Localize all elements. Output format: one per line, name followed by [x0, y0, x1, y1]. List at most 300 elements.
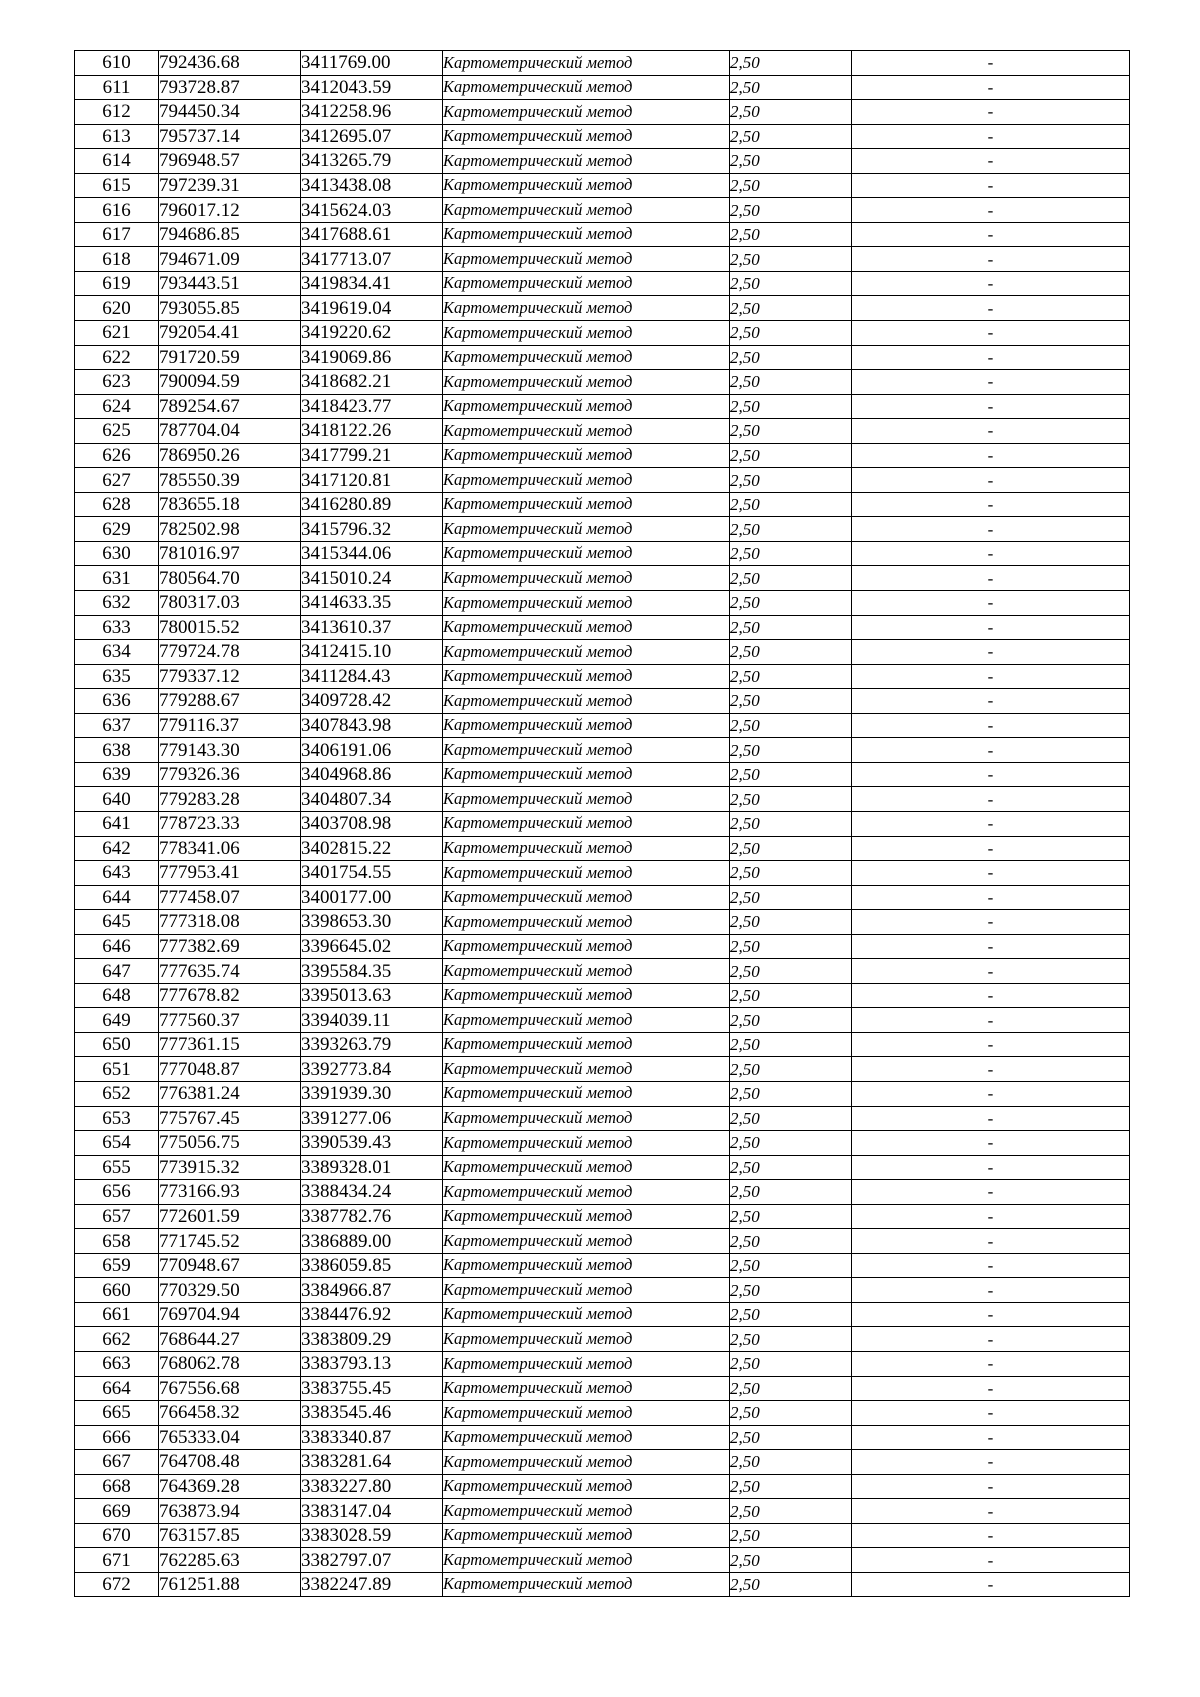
method-cell: Картометрический метод: [443, 591, 730, 616]
accuracy-cell: 2,50: [730, 836, 852, 861]
accuracy-cell: 2,50: [730, 1474, 852, 1499]
method-cell: Картометрический метод: [443, 1351, 730, 1376]
x-coordinate-cell: 778723.33: [159, 811, 301, 836]
point-number-cell: 669: [75, 1499, 159, 1524]
table-row: [75, 640, 1130, 665]
table-row: [75, 1204, 1130, 1229]
y-coordinate-cell: 3383227.80: [301, 1474, 443, 1499]
y-coordinate-cell: 3382797.07: [301, 1548, 443, 1573]
accuracy-cell: 2,50: [730, 1548, 852, 1573]
accuracy-cell: 2,50: [730, 738, 852, 763]
accuracy-cell: 2,50: [730, 1376, 852, 1401]
point-number-cell: 624: [75, 394, 159, 419]
y-coordinate-cell: 3402815.22: [301, 836, 443, 861]
accuracy-cell: 2,50: [730, 173, 852, 198]
table-row: [75, 983, 1130, 1008]
method-cell: Картометрический метод: [443, 75, 730, 100]
description-cell: -: [852, 1008, 1130, 1033]
point-number-cell: 652: [75, 1081, 159, 1106]
table-row: [75, 738, 1130, 763]
accuracy-cell: 2,50: [730, 1401, 852, 1426]
y-coordinate-cell: 3417120.81: [301, 468, 443, 493]
description-cell: -: [852, 1450, 1130, 1475]
x-coordinate-cell: 777560.37: [159, 1008, 301, 1033]
point-number-cell: 626: [75, 443, 159, 468]
table-row: [75, 247, 1130, 272]
x-coordinate-cell: 795737.14: [159, 124, 301, 149]
description-cell: -: [852, 124, 1130, 149]
y-coordinate-cell: 3398653.30: [301, 910, 443, 935]
x-coordinate-cell: 773166.93: [159, 1180, 301, 1205]
method-cell: Картометрический метод: [443, 885, 730, 910]
point-number-cell: 666: [75, 1425, 159, 1450]
point-number-cell: 648: [75, 983, 159, 1008]
point-number-cell: 614: [75, 149, 159, 174]
method-cell: Картометрический метод: [443, 1474, 730, 1499]
description-cell: -: [852, 492, 1130, 517]
accuracy-cell: 2,50: [730, 1057, 852, 1082]
accuracy-cell: 2,50: [730, 664, 852, 689]
accuracy-cell: 2,50: [730, 689, 852, 714]
method-cell: Картометрический метод: [443, 615, 730, 640]
description-cell: -: [852, 566, 1130, 591]
description-cell: -: [852, 1081, 1130, 1106]
point-number-cell: 656: [75, 1180, 159, 1205]
method-cell: Картометрический метод: [443, 983, 730, 1008]
y-coordinate-cell: 3419619.04: [301, 296, 443, 321]
point-number-cell: 663: [75, 1351, 159, 1376]
table-row: [75, 1131, 1130, 1156]
y-coordinate-cell: 3404968.86: [301, 762, 443, 787]
y-coordinate-cell: 3413438.08: [301, 173, 443, 198]
description-cell: -: [852, 983, 1130, 1008]
point-number-cell: 635: [75, 664, 159, 689]
method-cell: Картометрический метод: [443, 1180, 730, 1205]
point-number-cell: 639: [75, 762, 159, 787]
x-coordinate-cell: 781016.97: [159, 541, 301, 566]
description-cell: -: [852, 1302, 1130, 1327]
table-row: [75, 443, 1130, 468]
method-cell: Картометрический метод: [443, 1057, 730, 1082]
accuracy-cell: 2,50: [730, 811, 852, 836]
table-row: [75, 541, 1130, 566]
point-number-cell: 662: [75, 1327, 159, 1352]
y-coordinate-cell: 3384476.92: [301, 1302, 443, 1327]
y-coordinate-cell: 3383340.87: [301, 1425, 443, 1450]
point-number-cell: 647: [75, 959, 159, 984]
x-coordinate-cell: 777953.41: [159, 861, 301, 886]
y-coordinate-cell: 3413610.37: [301, 615, 443, 640]
description-cell: -: [852, 713, 1130, 738]
y-coordinate-cell: 3400177.00: [301, 885, 443, 910]
method-cell: Картометрический метод: [443, 664, 730, 689]
accuracy-cell: 2,50: [730, 615, 852, 640]
description-cell: -: [852, 1057, 1130, 1082]
table-row: [75, 198, 1130, 223]
x-coordinate-cell: 768062.78: [159, 1351, 301, 1376]
point-number-cell: 632: [75, 591, 159, 616]
table-row: [75, 1081, 1130, 1106]
y-coordinate-cell: 3417688.61: [301, 222, 443, 247]
description-cell: -: [852, 934, 1130, 959]
point-number-cell: 631: [75, 566, 159, 591]
x-coordinate-cell: 785550.39: [159, 468, 301, 493]
method-cell: Картометрический метод: [443, 811, 730, 836]
description-cell: -: [852, 1572, 1130, 1597]
y-coordinate-cell: 3415796.32: [301, 517, 443, 542]
y-coordinate-cell: 3413265.79: [301, 149, 443, 174]
description-cell: -: [852, 1474, 1130, 1499]
x-coordinate-cell: 794450.34: [159, 100, 301, 125]
point-number-cell: 643: [75, 861, 159, 886]
description-cell: -: [852, 787, 1130, 812]
coordinates-table: [74, 50, 1130, 1597]
accuracy-cell: 2,50: [730, 321, 852, 346]
method-cell: Картометрический метод: [443, 370, 730, 395]
point-number-cell: 649: [75, 1008, 159, 1033]
description-cell: -: [852, 910, 1130, 935]
x-coordinate-cell: 770948.67: [159, 1253, 301, 1278]
point-number-cell: 616: [75, 198, 159, 223]
table-row: [75, 664, 1130, 689]
x-coordinate-cell: 780015.52: [159, 615, 301, 640]
method-cell: Картометрический метод: [443, 1523, 730, 1548]
point-number-cell: 655: [75, 1155, 159, 1180]
x-coordinate-cell: 767556.68: [159, 1376, 301, 1401]
description-cell: -: [852, 296, 1130, 321]
y-coordinate-cell: 3392773.84: [301, 1057, 443, 1082]
accuracy-cell: 2,50: [730, 885, 852, 910]
method-cell: Картометрический метод: [443, 1327, 730, 1352]
table-row: [75, 222, 1130, 247]
method-cell: Картометрический метод: [443, 836, 730, 861]
method-cell: Картометрический метод: [443, 910, 730, 935]
y-coordinate-cell: 3388434.24: [301, 1180, 443, 1205]
table-row: [75, 149, 1130, 174]
y-coordinate-cell: 3412043.59: [301, 75, 443, 100]
x-coordinate-cell: 778341.06: [159, 836, 301, 861]
description-cell: -: [852, 959, 1130, 984]
point-number-cell: 610: [75, 51, 159, 76]
table-row: [75, 1351, 1130, 1376]
table-row: [75, 517, 1130, 542]
accuracy-cell: 2,50: [730, 1131, 852, 1156]
y-coordinate-cell: 3395584.35: [301, 959, 443, 984]
y-coordinate-cell: 3411769.00: [301, 51, 443, 76]
method-cell: Картометрический метод: [443, 1081, 730, 1106]
y-coordinate-cell: 3415010.24: [301, 566, 443, 591]
table-row: [75, 689, 1130, 714]
x-coordinate-cell: 779143.30: [159, 738, 301, 763]
accuracy-cell: 2,50: [730, 934, 852, 959]
point-number-cell: 613: [75, 124, 159, 149]
point-number-cell: 618: [75, 247, 159, 272]
method-cell: Картометрический метод: [443, 1204, 730, 1229]
table-row: [75, 394, 1130, 419]
table-row: [75, 1499, 1130, 1524]
table-row: [75, 1032, 1130, 1057]
accuracy-cell: 2,50: [730, 1278, 852, 1303]
description-cell: -: [852, 1204, 1130, 1229]
table-row: [75, 370, 1130, 395]
coordinates-table-body: [75, 51, 1130, 1597]
description-cell: -: [852, 1229, 1130, 1254]
point-number-cell: 628: [75, 492, 159, 517]
accuracy-cell: 2,50: [730, 1008, 852, 1033]
accuracy-cell: 2,50: [730, 762, 852, 787]
table-row: [75, 296, 1130, 321]
y-coordinate-cell: 3383281.64: [301, 1450, 443, 1475]
accuracy-cell: 2,50: [730, 1327, 852, 1352]
x-coordinate-cell: 777458.07: [159, 885, 301, 910]
x-coordinate-cell: 772601.59: [159, 1204, 301, 1229]
x-coordinate-cell: 779724.78: [159, 640, 301, 665]
point-number-cell: 638: [75, 738, 159, 763]
y-coordinate-cell: 3382247.89: [301, 1572, 443, 1597]
x-coordinate-cell: 794686.85: [159, 222, 301, 247]
x-coordinate-cell: 766458.32: [159, 1401, 301, 1426]
y-coordinate-cell: 3403708.98: [301, 811, 443, 836]
description-cell: -: [852, 271, 1130, 296]
description-cell: -: [852, 1376, 1130, 1401]
point-number-cell: 634: [75, 640, 159, 665]
point-number-cell: 621: [75, 321, 159, 346]
method-cell: Картометрический метод: [443, 1401, 730, 1426]
y-coordinate-cell: 3383545.46: [301, 1401, 443, 1426]
x-coordinate-cell: 782502.98: [159, 517, 301, 542]
accuracy-cell: 2,50: [730, 566, 852, 591]
table-row: [75, 1450, 1130, 1475]
accuracy-cell: 2,50: [730, 1572, 852, 1597]
description-cell: -: [852, 811, 1130, 836]
x-coordinate-cell: 787704.04: [159, 419, 301, 444]
y-coordinate-cell: 3406191.06: [301, 738, 443, 763]
method-cell: Картометрический метод: [443, 1572, 730, 1597]
table-row: [75, 934, 1130, 959]
y-coordinate-cell: 3401754.55: [301, 861, 443, 886]
description-cell: -: [852, 1499, 1130, 1524]
method-cell: Картометрический метод: [443, 321, 730, 346]
point-number-cell: 629: [75, 517, 159, 542]
point-number-cell: 672: [75, 1572, 159, 1597]
point-number-cell: 640: [75, 787, 159, 812]
x-coordinate-cell: 792054.41: [159, 321, 301, 346]
table-row: [75, 811, 1130, 836]
table-row: [75, 836, 1130, 861]
x-coordinate-cell: 780317.03: [159, 591, 301, 616]
table-row: [75, 271, 1130, 296]
description-cell: -: [852, 1548, 1130, 1573]
y-coordinate-cell: 3418122.26: [301, 419, 443, 444]
point-number-cell: 660: [75, 1278, 159, 1303]
method-cell: Картометрический метод: [443, 738, 730, 763]
y-coordinate-cell: 3393263.79: [301, 1032, 443, 1057]
y-coordinate-cell: 3419220.62: [301, 321, 443, 346]
x-coordinate-cell: 777361.15: [159, 1032, 301, 1057]
table-row: [75, 1327, 1130, 1352]
point-number-cell: 670: [75, 1523, 159, 1548]
x-coordinate-cell: 793443.51: [159, 271, 301, 296]
table-row: [75, 1155, 1130, 1180]
point-number-cell: 667: [75, 1450, 159, 1475]
y-coordinate-cell: 3389328.01: [301, 1155, 443, 1180]
point-number-cell: 661: [75, 1302, 159, 1327]
x-coordinate-cell: 792436.68: [159, 51, 301, 76]
point-number-cell: 671: [75, 1548, 159, 1573]
point-number-cell: 636: [75, 689, 159, 714]
point-number-cell: 622: [75, 345, 159, 370]
method-cell: Картометрический метод: [443, 566, 730, 591]
accuracy-cell: 2,50: [730, 591, 852, 616]
table-row: [75, 1474, 1130, 1499]
point-number-cell: 627: [75, 468, 159, 493]
y-coordinate-cell: 3383809.29: [301, 1327, 443, 1352]
description-cell: -: [852, 1425, 1130, 1450]
point-number-cell: 619: [75, 271, 159, 296]
x-coordinate-cell: 777635.74: [159, 959, 301, 984]
accuracy-cell: 2,50: [730, 51, 852, 76]
accuracy-cell: 2,50: [730, 468, 852, 493]
point-number-cell: 637: [75, 713, 159, 738]
table-row: [75, 713, 1130, 738]
table-row: [75, 1401, 1130, 1426]
accuracy-cell: 2,50: [730, 1106, 852, 1131]
table-row: [75, 566, 1130, 591]
method-cell: Картометрический метод: [443, 541, 730, 566]
point-number-cell: 665: [75, 1401, 159, 1426]
x-coordinate-cell: 779326.36: [159, 762, 301, 787]
method-cell: Картометрический метод: [443, 689, 730, 714]
accuracy-cell: 2,50: [730, 541, 852, 566]
x-coordinate-cell: 796017.12: [159, 198, 301, 223]
description-cell: -: [852, 517, 1130, 542]
x-coordinate-cell: 770329.50: [159, 1278, 301, 1303]
accuracy-cell: 2,50: [730, 1302, 852, 1327]
method-cell: Картометрический метод: [443, 1008, 730, 1033]
table-row: [75, 787, 1130, 812]
method-cell: Картометрический метод: [443, 394, 730, 419]
accuracy-cell: 2,50: [730, 910, 852, 935]
description-cell: -: [852, 861, 1130, 886]
description-cell: -: [852, 321, 1130, 346]
method-cell: Картометрический метод: [443, 468, 730, 493]
table-row: [75, 1425, 1130, 1450]
table-row: [75, 591, 1130, 616]
table-row: [75, 1376, 1130, 1401]
description-cell: -: [852, 100, 1130, 125]
description-cell: -: [852, 762, 1130, 787]
x-coordinate-cell: 789254.67: [159, 394, 301, 419]
method-cell: Картометрический метод: [443, 492, 730, 517]
accuracy-cell: 2,50: [730, 1523, 852, 1548]
x-coordinate-cell: 764369.28: [159, 1474, 301, 1499]
description-cell: -: [852, 664, 1130, 689]
point-number-cell: 654: [75, 1131, 159, 1156]
y-coordinate-cell: 3412258.96: [301, 100, 443, 125]
x-coordinate-cell: 763873.94: [159, 1499, 301, 1524]
method-cell: Картометрический метод: [443, 1229, 730, 1254]
y-coordinate-cell: 3394039.11: [301, 1008, 443, 1033]
description-cell: -: [852, 591, 1130, 616]
description-cell: -: [852, 1131, 1130, 1156]
table-row: [75, 1302, 1130, 1327]
accuracy-cell: 2,50: [730, 271, 852, 296]
accuracy-cell: 2,50: [730, 100, 852, 125]
method-cell: Картометрический метод: [443, 1253, 730, 1278]
x-coordinate-cell: 769704.94: [159, 1302, 301, 1327]
table-row: [75, 321, 1130, 346]
accuracy-cell: 2,50: [730, 247, 852, 272]
description-cell: -: [852, 1351, 1130, 1376]
description-cell: -: [852, 173, 1130, 198]
x-coordinate-cell: 793728.87: [159, 75, 301, 100]
description-cell: -: [852, 1106, 1130, 1131]
description-cell: -: [852, 1523, 1130, 1548]
point-number-cell: 645: [75, 910, 159, 935]
description-cell: -: [852, 541, 1130, 566]
y-coordinate-cell: 3386059.85: [301, 1253, 443, 1278]
accuracy-cell: 2,50: [730, 198, 852, 223]
y-coordinate-cell: 3417713.07: [301, 247, 443, 272]
x-coordinate-cell: 777382.69: [159, 934, 301, 959]
accuracy-cell: 2,50: [730, 149, 852, 174]
method-cell: Картометрический метод: [443, 419, 730, 444]
x-coordinate-cell: 783655.18: [159, 492, 301, 517]
x-coordinate-cell: 763157.85: [159, 1523, 301, 1548]
description-cell: -: [852, 689, 1130, 714]
accuracy-cell: 2,50: [730, 1032, 852, 1057]
y-coordinate-cell: 3414633.35: [301, 591, 443, 616]
table-row: [75, 173, 1130, 198]
y-coordinate-cell: 3409728.42: [301, 689, 443, 714]
point-number-cell: 642: [75, 836, 159, 861]
point-number-cell: 612: [75, 100, 159, 125]
method-cell: Картометрический метод: [443, 271, 730, 296]
description-cell: -: [852, 75, 1130, 100]
method-cell: Картометрический метод: [443, 959, 730, 984]
accuracy-cell: 2,50: [730, 861, 852, 886]
method-cell: Картометрический метод: [443, 100, 730, 125]
method-cell: Картометрический метод: [443, 1032, 730, 1057]
method-cell: Картометрический метод: [443, 173, 730, 198]
method-cell: Картометрический метод: [443, 1376, 730, 1401]
description-cell: -: [852, 222, 1130, 247]
description-cell: -: [852, 198, 1130, 223]
method-cell: Картометрический метод: [443, 247, 730, 272]
method-cell: Картометрический метод: [443, 1131, 730, 1156]
y-coordinate-cell: 3387782.76: [301, 1204, 443, 1229]
point-number-cell: 644: [75, 885, 159, 910]
method-cell: Картометрический метод: [443, 443, 730, 468]
method-cell: Картометрический метод: [443, 713, 730, 738]
point-number-cell: 653: [75, 1106, 159, 1131]
point-number-cell: 641: [75, 811, 159, 836]
accuracy-cell: 2,50: [730, 959, 852, 984]
point-number-cell: 611: [75, 75, 159, 100]
y-coordinate-cell: 3412415.10: [301, 640, 443, 665]
accuracy-cell: 2,50: [730, 713, 852, 738]
point-number-cell: 646: [75, 934, 159, 959]
x-coordinate-cell: 777318.08: [159, 910, 301, 935]
method-cell: Картометрический метод: [443, 517, 730, 542]
table-row: [75, 959, 1130, 984]
x-coordinate-cell: 797239.31: [159, 173, 301, 198]
y-coordinate-cell: 3418682.21: [301, 370, 443, 395]
description-cell: -: [852, 1180, 1130, 1205]
accuracy-cell: 2,50: [730, 1253, 852, 1278]
table-row: [75, 1278, 1130, 1303]
method-cell: Картометрический метод: [443, 1425, 730, 1450]
